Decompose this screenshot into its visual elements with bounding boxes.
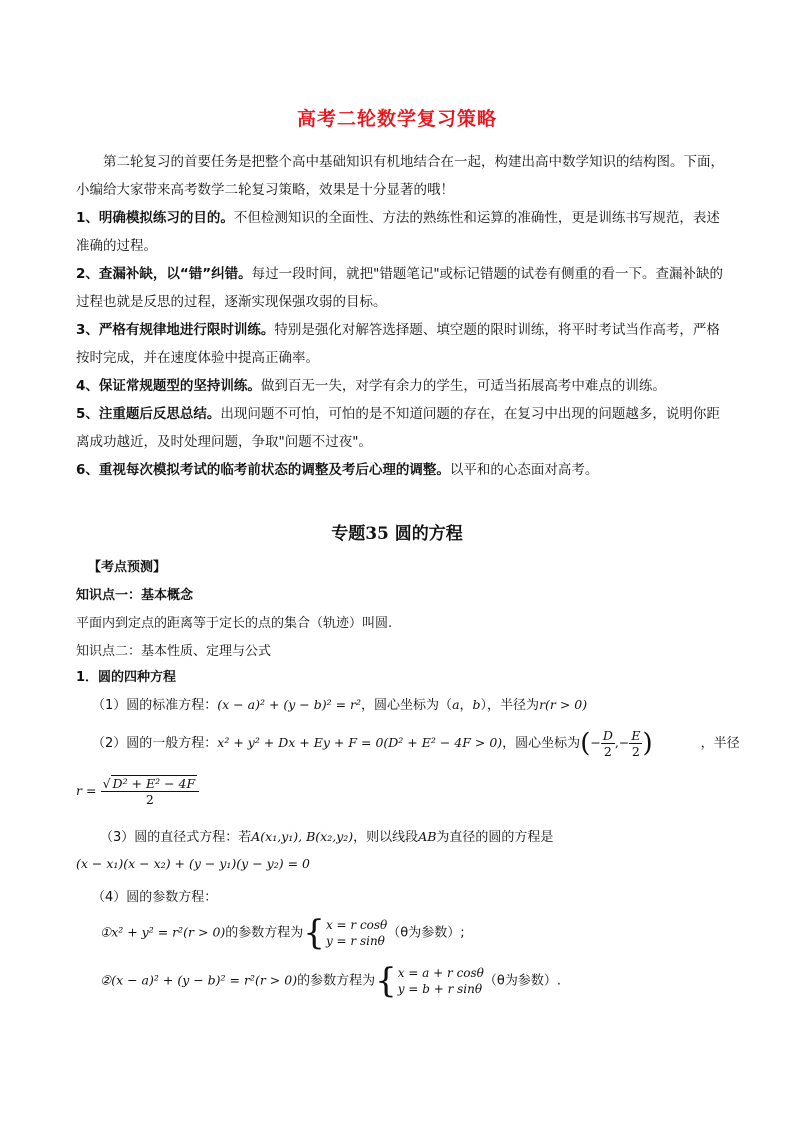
- eq2-label: （2）圆的一般方程：: [92, 736, 218, 751]
- strategy-body: 不但检测知识的全面性、方法的熟练性和运算的准确性，更是训练书写规范，表述准确的过程。: [76, 210, 720, 254]
- eq2-two-a: 2: [603, 744, 612, 759]
- eq1-comma: ，: [459, 698, 473, 713]
- strategy-4: [76, 372, 724, 400]
- eq3-post: 为直径的圆的方程是: [436, 830, 554, 845]
- knowledge-1-text: 平面内到定点的距离等于定长的点的集合（轨迹）叫圆.: [76, 616, 393, 631]
- eq1-b: b: [472, 697, 481, 712]
- p1-note: （θ为参数）;: [387, 925, 465, 941]
- strategy-body: 以平和的心态面对高考。: [449, 462, 599, 478]
- eq2-radius-label: ，半径: [700, 736, 740, 751]
- p1-system: [326, 917, 387, 949]
- eq2-formula: x² + y² + Dx + Ey + F = 0(D² + E² − 4F > 0): [217, 735, 503, 750]
- eq2-radius-denominator: 2: [145, 792, 154, 807]
- eq1-label: （1）圆的标准方程：: [92, 698, 218, 713]
- p1-brace: {: [303, 913, 325, 953]
- p2-note: （θ为参数）.: [483, 973, 561, 989]
- p1-y: y = r sinθ: [325, 934, 385, 948]
- eq2-e: E: [631, 728, 641, 743]
- topic-title: 专题35 圆的方程: [331, 524, 463, 544]
- p2-y: y = b + r sinθ: [397, 982, 483, 996]
- strategy-head: 6、重视每次模拟考试的临考前状态的调整及考后心理的调整。: [76, 462, 450, 478]
- knowledge-1-title: 知识点一：基本概念: [76, 588, 194, 603]
- eq1-center-label: ，圆心坐标为（: [361, 698, 453, 713]
- eq3-points: A(x₁,y₁), B(x₂,y₂): [251, 829, 354, 844]
- eq1-radius-label: ），半径为: [480, 698, 540, 713]
- p2-system: [398, 965, 484, 997]
- eq2-left-paren: (: [580, 728, 591, 759]
- eq2-right-paren: ): [642, 728, 653, 759]
- eq2-d: D: [602, 728, 613, 743]
- parametric-heading: （4）圆的参数方程：: [92, 890, 218, 905]
- strategy-6: [76, 456, 724, 484]
- forecast-heading: 【考点预测】: [88, 560, 167, 575]
- eq3-label: （3）圆的直径式方程：若: [100, 830, 252, 845]
- p2-brace: {: [375, 961, 397, 1001]
- strategy-5: [76, 400, 724, 456]
- strategy-1: [76, 204, 724, 260]
- p1-text: 的参数方程为: [225, 925, 304, 941]
- strategy-head: 5、注重题后反思总结。: [76, 406, 221, 422]
- knowledge-2-title: 知识点二：基本性质、定理与公式: [76, 644, 272, 659]
- eq3-ab: AB: [418, 829, 437, 844]
- subsection-four-equations: 1．圆的四种方程: [76, 670, 177, 685]
- strategy-body: 每过一段时间，就把"错题笔记"或标记错题的试卷有侧重的看一下。查漏补缺的过程也就是反思的过程，逐渐实现保强攻弱的目标。: [76, 266, 724, 310]
- intro-paragraph: 第二轮复习的首要任务是把整个高中基础知识有机地结合在一起，构建出高中数学知识的结构图。下面，小编给大家带来高考数学二轮复习策略，效果是十分显著的哦！: [76, 154, 724, 198]
- strategy-head: 4、保证常规题型的坚持训练。: [76, 378, 261, 394]
- eq2-frac-e: [629, 728, 642, 759]
- standard-equation: [92, 694, 587, 713]
- parametric-equation-1: [100, 913, 465, 953]
- p2-circle: ②(x − a)² + (y − b)² = r²(r > 0): [100, 972, 298, 988]
- strategy-head: 3、严格有规律地进行限时训练。: [76, 322, 275, 338]
- diameter-equation: [100, 826, 724, 845]
- strategy-body: 做到百无一失，对学有余力的学生，可适当拓展高考中难点的训练。: [260, 378, 666, 394]
- eq1-radius: r(r > 0): [539, 697, 588, 712]
- eq2-r: r =: [76, 783, 97, 798]
- p2-text: 的参数方程为: [297, 973, 376, 989]
- strategy-head: 1、明确模拟练习的目的。: [76, 210, 234, 226]
- p1-x: x = r cosθ: [325, 918, 388, 932]
- eq3-mid: ，则以线段: [353, 830, 419, 845]
- eq1-a: a: [452, 697, 460, 712]
- page-title: 高考二轮数学复习策略: [296, 108, 497, 130]
- eq2-two-b: 2: [631, 744, 640, 759]
- strategy-body: 出现问题不可怕，可怕的是不知道问题的存在，在复习中出现的问题越多，说明你距离成功越近，及时处理问题，争取"问题不过夜"。: [76, 406, 720, 450]
- eq2-frac-d: [601, 728, 615, 759]
- eq2-radius-radicand: D² + E² − 4F: [112, 776, 196, 791]
- eq1-formula: (x − a)² + (y − b)² = r²: [217, 697, 362, 712]
- strategy-head: 2、查漏补缺，以“错”纠错。: [76, 266, 252, 282]
- general-equation: （2）圆的一般方程：x² + y² + Dx + Ey + F = 0(D² + E² − 4F > 0)，圆心坐标为(− $\frac{D}{2}$ ,− $\frac{E}{2}$ ) ，半径: [92, 728, 740, 759]
- eq2-center-label: ，圆心坐标为: [502, 736, 581, 751]
- p2-x: x = a + r cosθ: [397, 966, 484, 980]
- strategy-2: [76, 260, 724, 316]
- eq2-radius-fraction: $\frac{\text{√ D² + E² − 4F}}{2}$: [101, 776, 200, 807]
- strategy-body: 特别是强化对解答选择题、填空题的限时训练，将平时考试当作高考，严格按时完成，并在速度体验中提高正确率。: [76, 322, 720, 366]
- strategy-3: [76, 316, 724, 372]
- parametric-equation-2: [100, 961, 561, 1001]
- diameter-equation-formula: (x − x₁)(x − x₂) + (y − y₁)(y − y₂) = 0: [76, 856, 310, 871]
- p1-circle: ①x² + y² = r²(r > 0): [100, 924, 226, 940]
- general-equation-radius: [76, 776, 199, 807]
